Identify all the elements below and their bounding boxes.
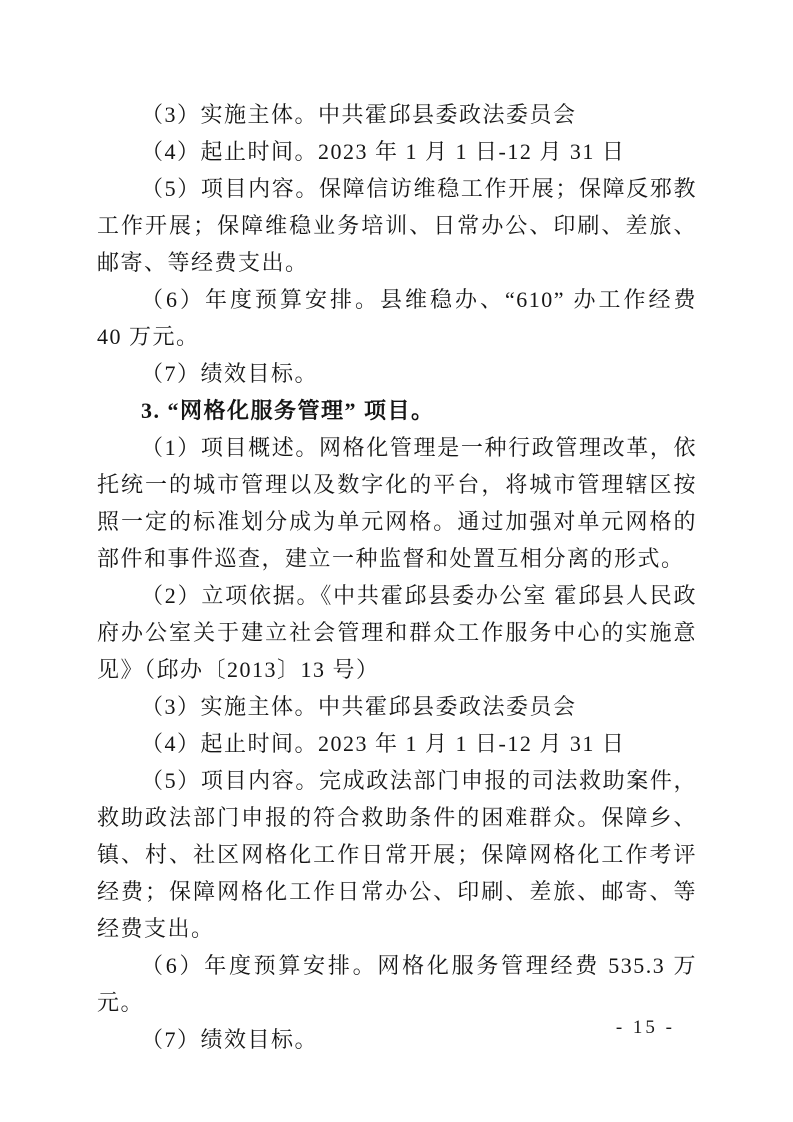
paragraph-annual-budget: （6）年度预算安排。县维稳办、“610” 办工作经费 40 万元。 — [97, 287, 697, 349]
paragraph-time-range-2: （4）起止时间。2023 年 1 月 1 日-12 月 31 日 — [141, 731, 626, 756]
paragraph-project-content-2: （5）项目内容。完成政法部门申报的司法救助案件，救助政法部门申报的符合救助条件的困难群众。保障乡、镇、村、社区网格化工作日常开展；保障网格化工作考评经费；保障网格化工作日常办公、印刷、差旅、邮寄、等经费支出。 — [97, 768, 697, 941]
section-heading-grid-service-management: 3. “网格化服务管理” 项目。 — [141, 398, 435, 423]
paragraph-project-basis: （2）立项依据。《中共霍邱县委办公室 霍邱县人民政府办公室关于建立社会管理和群众工作服务中心的实施意见》（邱办〔2013〕13 号） — [97, 583, 697, 682]
paragraph-time-range: （4）起止时间。2023 年 1 月 1 日-12 月 31 日 — [141, 139, 626, 164]
paragraph-annual-budget-2: （6）年度预算安排。网格化服务管理经费 535.3 万元。 — [97, 953, 697, 1015]
paragraph-performance-goal: （7）绩效目标。 — [141, 361, 319, 386]
paragraph-performance-goal-2: （7）绩效目标。 — [141, 1027, 319, 1052]
paragraph-implementing-body-2: （3）实施主体。中共霍邱县委政法委员会 — [141, 694, 577, 719]
page-number: - 15 - — [615, 1017, 675, 1038]
paragraph-project-content: （5）项目内容。保障信访维稳工作开展；保障反邪教工作开展；保障维稳业务培训、日常办公、印刷、差旅、邮寄、等经费支出。 — [97, 176, 697, 275]
paragraph-implementing-body: （3）实施主体。中共霍邱县委政法委员会 — [141, 102, 577, 127]
paragraph-project-overview: （1）项目概述。网格化管理是一种行政管理改革，依托统一的城市管理以及数字化的平台，将城市管理辖区按照一定的标准划分成为单元网格。通过加强对单元网格的部件和事件巡查，建立一种监督和处置互相分离的形式。 — [97, 435, 697, 571]
document-body — [97, 96, 697, 1058]
